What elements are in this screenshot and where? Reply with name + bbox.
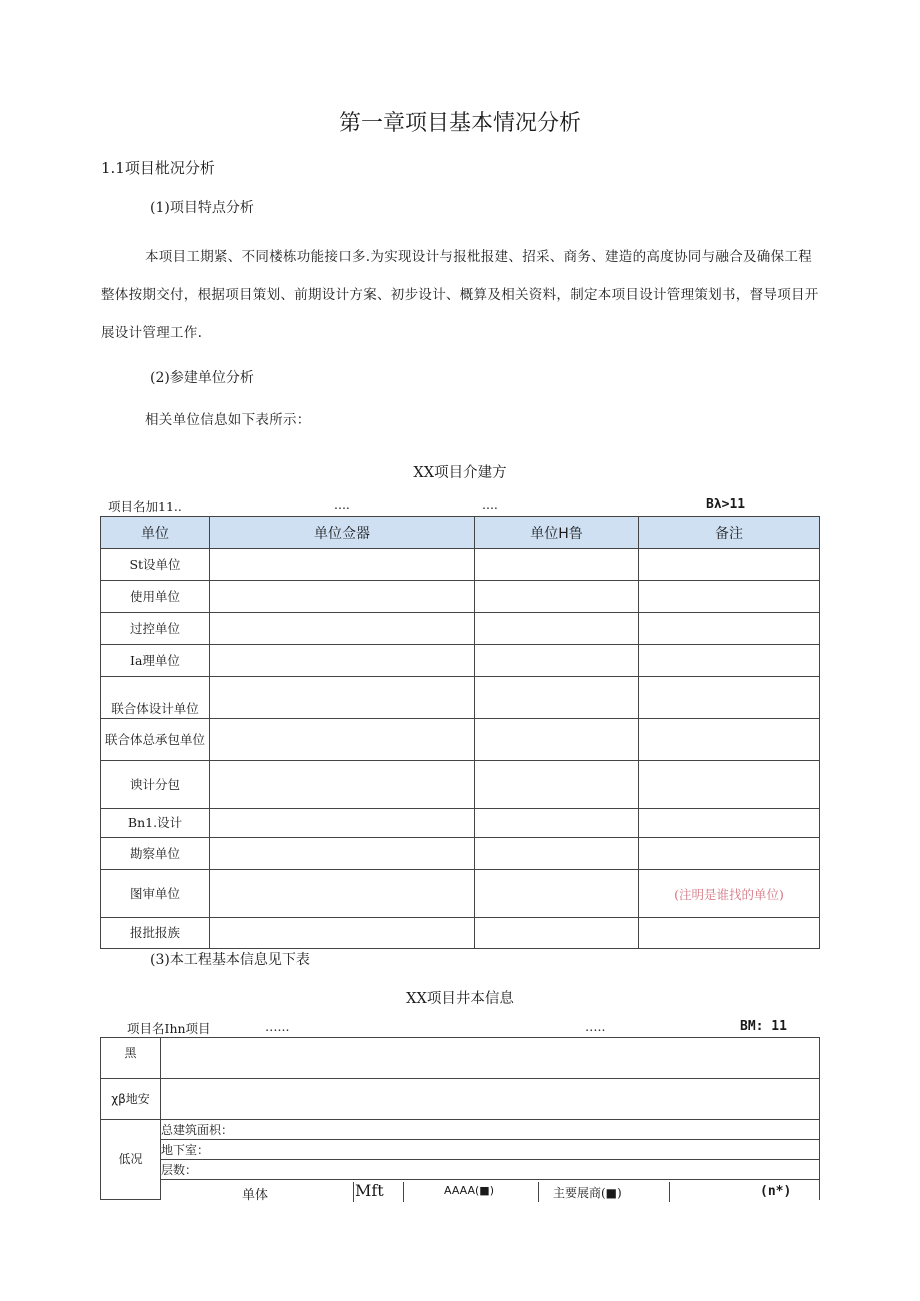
row-label: 过控单位 xyxy=(101,613,210,645)
col-main-vendor: 主要展商(■) xyxy=(553,1186,622,1200)
row-label: Bn1.设计 xyxy=(101,809,210,838)
table-row xyxy=(101,761,820,809)
table-row xyxy=(101,918,820,949)
table-row xyxy=(101,870,820,918)
basic-info-table xyxy=(100,1037,820,1200)
table-row xyxy=(101,719,820,761)
row-label: 联合体总承包单位 xyxy=(101,719,210,761)
units-table-dots-1: .... xyxy=(334,497,350,512)
header-remarks: 备注 xyxy=(639,517,820,549)
subsection-heading-basic-info: (3)本工程基本信息见下表 xyxy=(150,952,310,968)
col-notes: (n*) xyxy=(760,1184,792,1199)
units-table-caption: XX项目介建方 xyxy=(413,465,507,481)
paragraph-features: 本项目工期紧、不同楼栋功能接口多.为实现设计与报枇报建、招采、商务、建造的高度协同与融合及确保工程整体按期交付，根据项目策划、前期设计方案、初步设计、概算及相关资料，制定本项目设计管理策划书，督导项目开展设计管理工作. xyxy=(101,249,819,341)
row-label: Ia理单位 xyxy=(101,645,210,677)
table-row xyxy=(101,645,820,677)
big-glyph: 黑 xyxy=(101,1038,161,1079)
table-row xyxy=(101,838,820,870)
subsection-heading-features: (1)项目特点分析 xyxy=(150,200,254,216)
paragraph-units-intro: 相关单位信息如下表所示： xyxy=(145,412,311,428)
table-row xyxy=(101,549,820,581)
table-row xyxy=(101,1160,820,1180)
section-heading: 1.1项目枇况分析 xyxy=(101,159,215,177)
basic-table-dots-2: ….. xyxy=(585,1019,606,1034)
units-table-project-name: 项目名加11.. xyxy=(108,499,182,514)
row-label: 谀计分包 xyxy=(101,761,210,809)
row-label: St设单位 xyxy=(101,549,210,581)
sub-field-basement: 地下室： xyxy=(161,1140,820,1160)
col-unit-body: 单体 xyxy=(242,1188,269,1203)
basic-table-caption: XX项目井本信息 xyxy=(406,991,514,1007)
subsection-heading-units: (2)参建单位分析 xyxy=(150,370,254,386)
col-aaaa: AAAA(■) xyxy=(444,1184,494,1197)
basic-table-dots-1: …... xyxy=(265,1019,290,1034)
header-unit-contact: 单位H鲁 xyxy=(475,517,639,549)
table-row xyxy=(101,581,820,613)
table-row xyxy=(101,677,820,719)
units-table-number: Bλ>11 xyxy=(706,497,746,512)
basic-table-number: BM: 11 xyxy=(740,1019,787,1034)
table-row xyxy=(101,1140,820,1160)
remark-note: (注明是谁找的单位) xyxy=(639,870,820,918)
row-label: 报批报族 xyxy=(101,918,210,949)
basic-table-project-name: 项目名Ihn项目 xyxy=(127,1021,211,1036)
page-title: 第一章项目基本情况分析 xyxy=(338,111,581,136)
units-table-dots-2: .... xyxy=(482,497,498,512)
row-label: χβ地安 xyxy=(101,1079,161,1120)
row-label: 联合体设计单位 xyxy=(101,677,210,719)
table-row xyxy=(101,613,820,645)
table-row xyxy=(101,1038,820,1079)
units-table-header xyxy=(101,517,820,549)
sub-field-area: 总建筑面枳： xyxy=(161,1120,820,1140)
table-row xyxy=(101,809,820,838)
header-unit: 单位 xyxy=(101,517,210,549)
row-label: 图审单位 xyxy=(101,870,210,918)
units-table xyxy=(100,516,820,949)
table-row xyxy=(101,1120,820,1140)
col-mft: Mft xyxy=(355,1181,384,1200)
sub-field-floors: 层数： xyxy=(161,1160,820,1180)
row-label: 低况 xyxy=(101,1120,161,1200)
header-unit-name: 单位佥器 xyxy=(210,517,475,549)
table-row xyxy=(101,1079,820,1120)
row-label: 勘察单位 xyxy=(101,838,210,870)
row-label: 使用单位 xyxy=(101,581,210,613)
